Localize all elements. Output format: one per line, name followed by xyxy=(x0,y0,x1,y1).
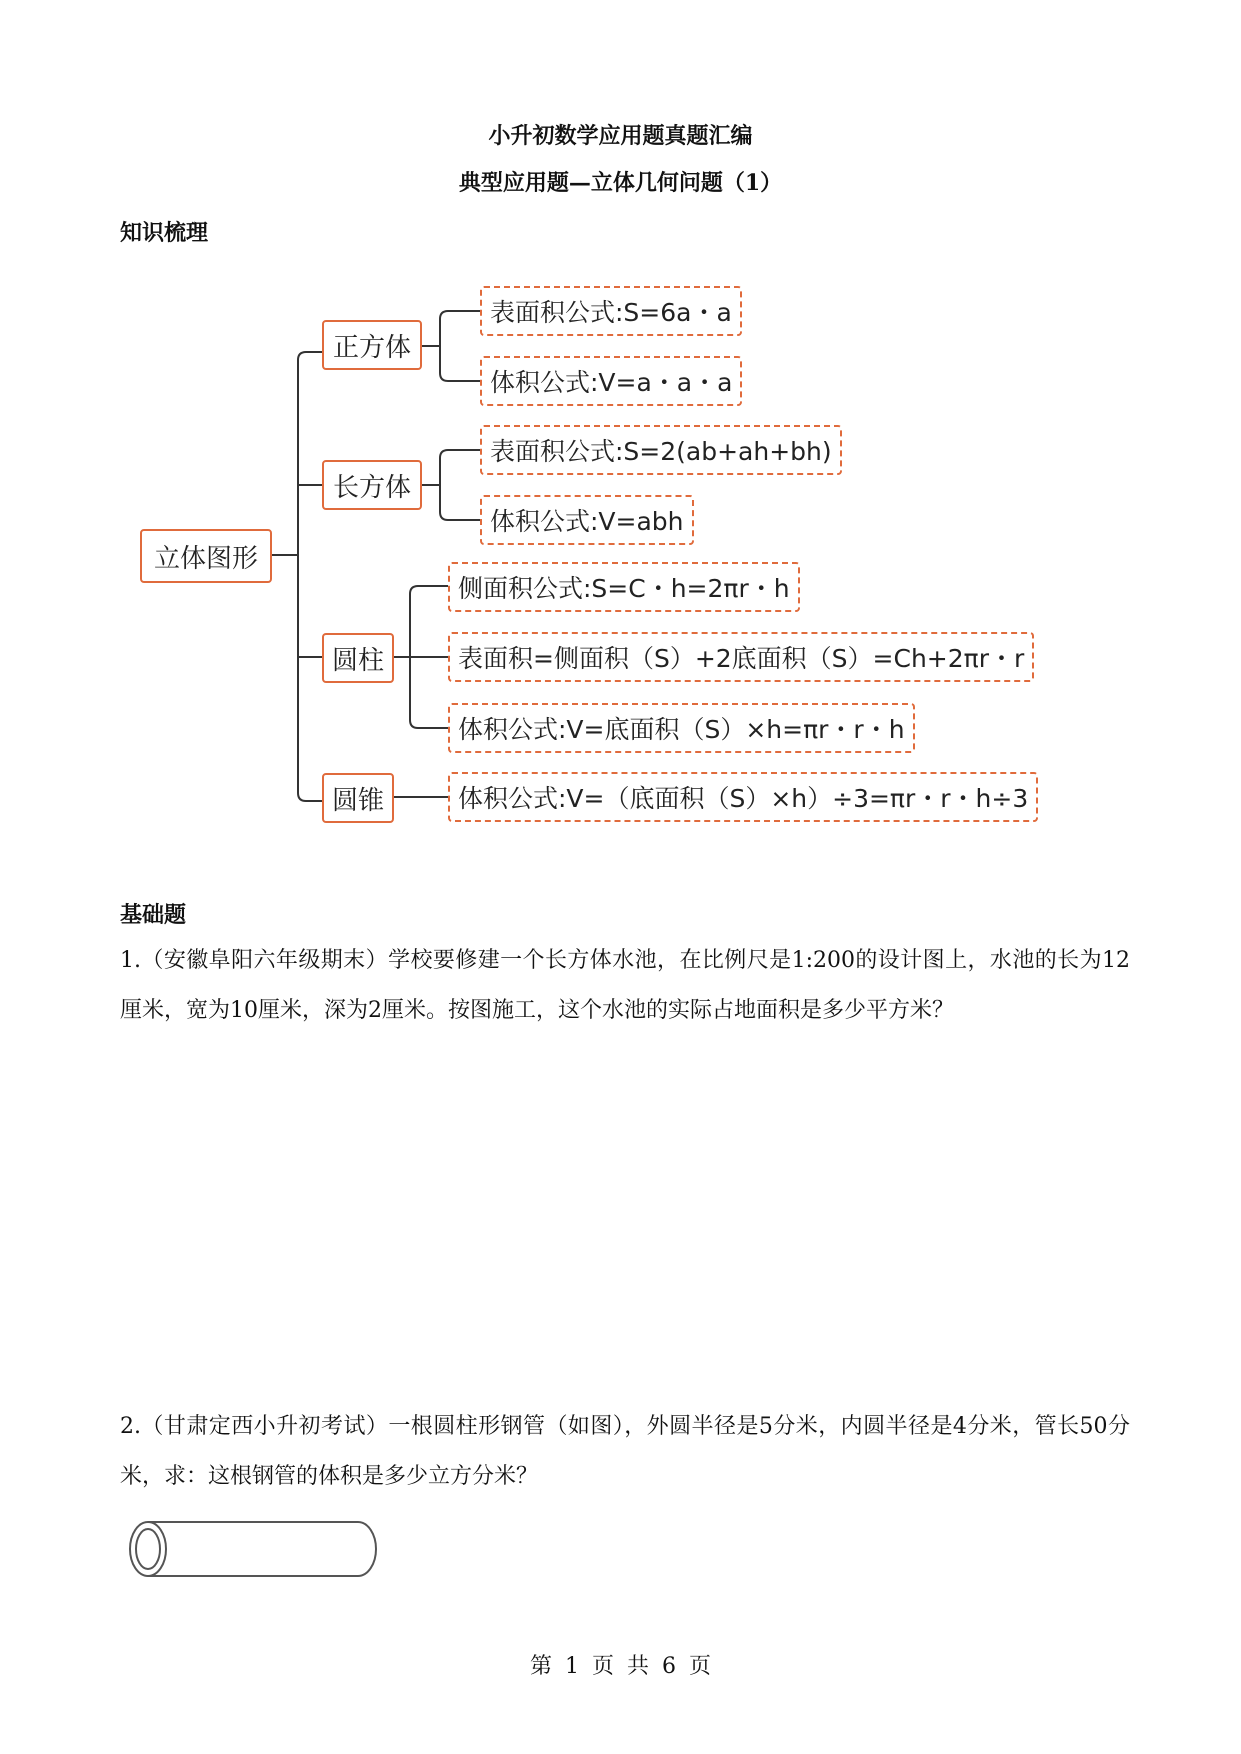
page-footer: 第 1 页 共 6 页 xyxy=(530,1654,711,1679)
section-heading-knowledge: 知识梳理 xyxy=(120,220,209,246)
question-1: 1.（安徽阜阳六年级期末）学校要修建一个长方体水池，在比例尺是1:200的设计图上，水池的长为12厘米，宽为10厘米，深为2厘米。按图施工，这个水池的实际占地面积是多少平方米？ xyxy=(120,948,1130,1023)
formula-cylinder-volume: 体积公式:V=底面积（S）×h=πr・r・h xyxy=(448,703,915,753)
formula-cube-volume: 体积公式:V=a・a・a xyxy=(480,356,742,406)
formula-cylinder-surface: 表面积=侧面积（S）+2底面积（S）=Ch+2πr・r xyxy=(448,632,1034,682)
mind-map-category-cone: 圆锥 xyxy=(322,773,394,823)
section-heading-basics: 基础题 xyxy=(120,902,187,928)
mind-map-root: 立体图形 xyxy=(140,529,272,583)
mind-map-category-cuboid: 长方体 xyxy=(322,460,422,510)
mind-map-category-cylinder: 圆柱 xyxy=(322,633,394,683)
formula-cone-volume: 体积公式:V=（底面积（S）×h）÷3=πr・r・h÷3 xyxy=(448,772,1038,822)
formula-cylinder-lateral: 侧面积公式:S=C・h=2πr・h xyxy=(448,562,800,612)
document-title: 小升初数学应用题真题汇编 xyxy=(488,123,753,149)
formula-cuboid-surface: 表面积公式:S=2(ab+ah+bh) xyxy=(480,425,842,475)
steel-pipe-illustration xyxy=(126,1519,380,1579)
formula-cuboid-volume: 体积公式:V=abh xyxy=(480,495,694,545)
formula-cube-surface: 表面积公式:S=6a・a xyxy=(480,286,742,336)
document-subtitle: 典型应用题—立体几何问题（1） xyxy=(458,170,783,196)
question-2: 2.（甘肃定西小升初考试）一根圆柱形钢管（如图），外圆半径是5分米，内圆半径是4分米，管长50分米，求：这根钢管的体积是多少立方分米？ xyxy=(120,1414,1130,1489)
mind-map-category-cube: 正方体 xyxy=(322,320,422,370)
